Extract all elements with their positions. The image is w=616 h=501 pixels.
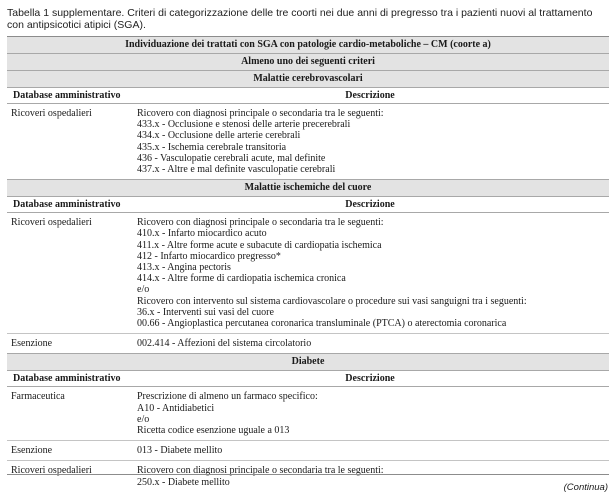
table-row xyxy=(7,387,609,440)
description-line: 413.x - Angina pectoris xyxy=(137,262,231,274)
description-line: 410.x - Infarto miocardico acuto xyxy=(137,228,267,240)
section-title: Malattie ischemiche del cuore xyxy=(7,179,609,196)
description-line: Prescrizione di almeno un farmaco specifico: xyxy=(137,391,318,403)
description-line: Ricetta codice esenzione uguale a 013 xyxy=(137,425,290,437)
table-row xyxy=(7,104,609,179)
column-header-row xyxy=(7,87,609,104)
description-cell xyxy=(131,465,609,487)
continuation-note: (Continua) xyxy=(563,482,608,493)
database-cell: Ricoveri ospedalieri xyxy=(11,108,92,119)
description-line: Ricovero con diagnosi principale o secondaria tra le seguenti: xyxy=(137,108,384,119)
criteria-table xyxy=(7,36,609,492)
description-line: 434.x - Occlusione delle arterie cerebrali xyxy=(137,130,301,142)
description-line: 250.x - Diabete mellito xyxy=(137,476,230,488)
column-header-description: Descrizione xyxy=(345,199,395,211)
description-line: A10 - Antidiabetici xyxy=(137,402,215,414)
table-title: Individuazione dei trattati con SGA con patologie cardio-metaboliche – CM (coorte a) xyxy=(7,36,609,53)
description-line: 411.x - Altre forme acute e subacute di cardiopatia ischemica xyxy=(137,239,382,251)
description-cell xyxy=(131,108,609,175)
description-line: 437.x - Altre e mal definite vasculopatie cerebrali xyxy=(137,164,336,176)
description-line: 414.x - Altre forme di cardiopatia ischemica cronica xyxy=(137,273,346,285)
column-header-database: Database amministrativo xyxy=(13,90,121,101)
section-title: Diabete xyxy=(7,353,609,370)
table-row xyxy=(7,460,609,491)
description-cell xyxy=(131,445,609,456)
description-line: 436 - Vasculopatie cerebrali acute, mal definite xyxy=(137,152,326,164)
description-line: e/o xyxy=(137,413,150,425)
description-line: 00.66 - Angioplastica percutanea coronarica transluminale (PTCA) o aterectomia coronarica xyxy=(137,318,507,330)
column-header-row xyxy=(7,196,609,213)
description-line: Ricovero con intervento sul sistema cardiovascolare o procedure sui vasi sanguigni tra i seguenti: xyxy=(137,295,527,307)
column-header-row xyxy=(7,370,609,387)
database-cell: Farmaceutica xyxy=(11,391,65,403)
database-cell: Esenzione xyxy=(11,445,53,457)
column-header-description: Descrizione xyxy=(345,90,395,101)
description-cell xyxy=(131,391,609,436)
description-line: 433.x - Occlusione e stenosi delle arterie precerebrali xyxy=(137,119,351,131)
database-cell: Ricoveri ospedalieri xyxy=(11,217,92,229)
column-header-database: Database amministrativo xyxy=(13,199,121,211)
description-line: Ricovero con diagnosi principale o secondaria tra le seguenti: xyxy=(137,465,384,477)
description-cell xyxy=(131,338,609,349)
table-row xyxy=(7,213,609,333)
table-bottom-rule xyxy=(7,474,609,475)
description-line: 435.x - Ischemia cerebrale transitoria xyxy=(137,141,287,153)
section-title: Malattie cerebrovascolari xyxy=(7,70,609,87)
column-header-database: Database amministrativo xyxy=(13,373,121,385)
table-row xyxy=(7,440,609,460)
description-line: 412 - Infarto miocardico pregresso* xyxy=(137,250,281,262)
description-cell xyxy=(131,217,609,329)
description-line: e/o xyxy=(137,284,150,296)
table-caption: Tabella 1 supplementare. Criteri di categorizzazione delle tre coorti nei due anni di pregresso tra i pazienti nuovi al trattamento con antipsicotici atipici (SGA). xyxy=(7,7,593,31)
database-cell: Esenzione xyxy=(11,338,53,350)
description-line: 002.414 - Affezioni del sistema circolatorio xyxy=(137,338,312,350)
description-line: 36.x - Interventi sui vasi del cuore xyxy=(137,306,274,318)
table-row xyxy=(7,333,609,353)
column-header-description: Descrizione xyxy=(345,373,395,385)
criteria-note: Almeno uno dei seguenti criteri xyxy=(7,53,609,70)
description-line: Ricovero con diagnosi principale o secondaria tra le seguenti: xyxy=(137,217,384,229)
description-line: 013 - Diabete mellito xyxy=(137,445,223,457)
database-cell: Ricoveri ospedalieri xyxy=(11,465,92,477)
